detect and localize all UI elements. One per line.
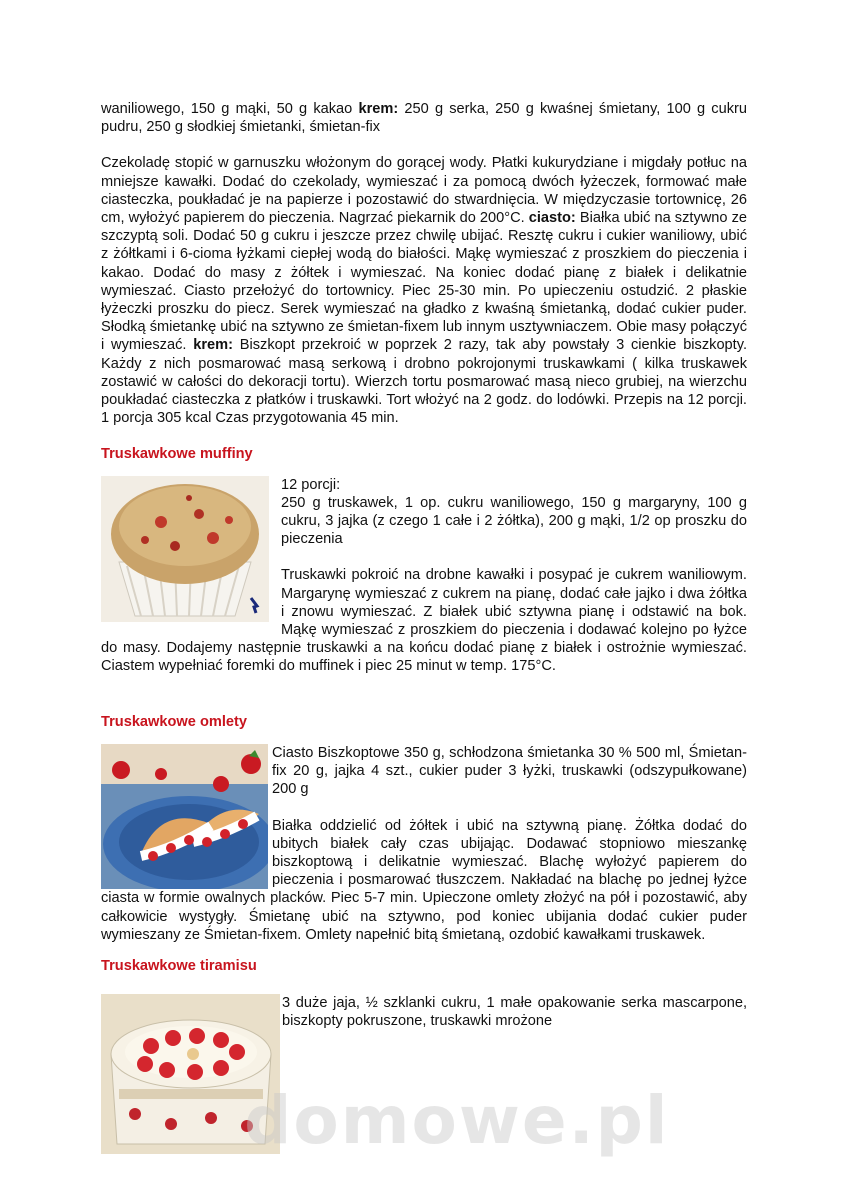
omlety-ingredients: Ciasto Biszkoptowe 350 g, schłodzona śmietanka 30 % 500 ml, Śmietan-fix 20 g, jajka 4 szt., cukier puder 3 łyżki, truskawki (odszypułkowane) 200 g — [272, 744, 747, 798]
krem-label: krem: — [358, 101, 399, 117]
tiramisu-ingredients: 3 duże jaja, ½ szklanki cukru, 1 małe opakowanie serka mascarpone, biszkopty pokruszone, truskawki mrożone — [282, 995, 747, 1030]
section-title-muffiny: Truskawkowe muffiny — [101, 446, 253, 463]
section-title-omlety: Truskawkowe omlety — [101, 713, 247, 730]
krem-label-2: krem: — [193, 337, 233, 354]
omlety-photo — [101, 744, 268, 889]
intro-method — [101, 154, 747, 427]
site-watermark — [100, 1082, 760, 1159]
muffiny-ingredients: 250 g truskawek, 1 op. cukru waniliowego, 150 g margaryny, 100 g cukru, 3 jajka (z czego 1 całe i 2 żółtka), 200 g mąki, 1/2 op proszku do pieczenia — [281, 494, 747, 548]
omlety-method: Białka oddzielić od żółtek i ubić na sztywną pianę. Żółtka dodać do ubitych białek cały czas ubijając. Dodawać stopniowo mieszankę biszkoptową i delikatnie wymieszać. Blachę wyłożyć papierem do pieczenia i posmarować tłuszczem. Nakładać na blachę po jednej łyżce ciasta w formie owalnych placków. Piec 5-7 min. Upieczone omlety złożyć na pół i pozostawić, aby całkowicie wystygły. Śmietanę ubić na sztywno, pod koniec ubijania dodać cukier puder wymieszany ze Śmietan-fixem. Omlety napełnić bitą śmietaną, ozdobić kawałkami truskawek. — [101, 817, 747, 943]
watermark-text: domowe.pl — [244, 1082, 670, 1159]
recipe-muffiny — [101, 476, 747, 676]
intro-method-c: Biszkopt przekroić w poprzek 2 razy, tak aby powstały 3 cienkie biszkopty. Każdy z nich posmarować masą serkową i drobno pokrojonymi truskawkami ( kilka truskawek zostawić w całości do dekoracji tortu). Wierzch tortu posmarować masą nieco grubiej, na wierzchu poukładać ciasteczka z płatków i truskawki. Tort włożyć na 2 godz. do lodówki. Przepis na 12 porcji. 1 porcja 305 kcal Czas przygotowania 45 min. — [101, 337, 747, 427]
recipe-document — [101, 100, 747, 1154]
intro-method-a: Czekoladę stopić w garnuszku włożonym do gorącej wody. Płatki kukurydziane i migdały potłuc na mniejsze kawałki. Dodać do czekolady, wymieszać i za pomocą dwóch łyżeczek, formować małe ciasteczka, poukładać je na papierze i pozostawić do stwardnięcia. W międzyczasie tortownicę, 26 cm, wyłożyć papierem do pieczenia. Nagrzać piekarnik do 200°C. — [101, 155, 747, 227]
muffiny-servings: 12 porcji: — [281, 476, 341, 493]
muffiny-method: Truskawki pokroić na drobne kawałki i posypać je cukrem waniliowym. Margarynę wymieszać z cukrem na pianę, dodać całe jajko i dwa żółtka i znowu wymieszać. Z białek ubić sztywna pianę i odstawić na bok. Mąkę wymieszać z proszkiem do pieczenia i dodawać kolejno po łyżce do masy. Dodajemy następnie truskawki a na końcu dodać pianę z białek i ostrożnie wymieszać. Ciastem wypełniać foremki do muffinek i piec 25 minut w temp. 175°C. — [101, 567, 747, 675]
intro-ingredients-b: 250 g serka, 250 g kwaśnej śmietany, 100 g cukru pudru, 250 g słodkiej śmietanki, śmietan-fix — [101, 101, 747, 136]
section-title-tiramisu: Truskawkowe tiramisu — [101, 957, 257, 974]
intro-ingredients — [101, 100, 747, 136]
intro-ingredients-a: waniliowego, 150 g mąki, 50 g kakao — [101, 101, 359, 117]
muffin-photo — [101, 476, 269, 622]
recipe-omlety — [101, 744, 747, 944]
intro-method-b: Białka ubić na sztywno ze szczyptą soli. Dodać 50 g cukru i jeszcze przez chwilę ubijać. Resztę cukru i cukier waniliowy, ubić z żółtkami i 6-cioma łyżkami ciepłej wodą do białości. Mąkę wymieszać z proszkiem do pieczenia i kakao. Dodać do masy z żółtek i wymieszać. Na koniec dodać pianę z białek i delikatnie wymieszać. Ciasto przełożyć do tortownicy. Piec 25-30 min. Po upieczeniu ostudzić. 2 płaskie łyżeczki proszku do piecz. Serek wymieszać na gładko z kwaśną śmietanką, dodać cukier puder. Słodką śmietankę ubić na sztywno ze śmietan-fixem lub innym usztywniaczem. Obie masy połączyć i wymieszać. — [101, 210, 747, 354]
ciasto-label: ciasto: — [528, 210, 576, 227]
